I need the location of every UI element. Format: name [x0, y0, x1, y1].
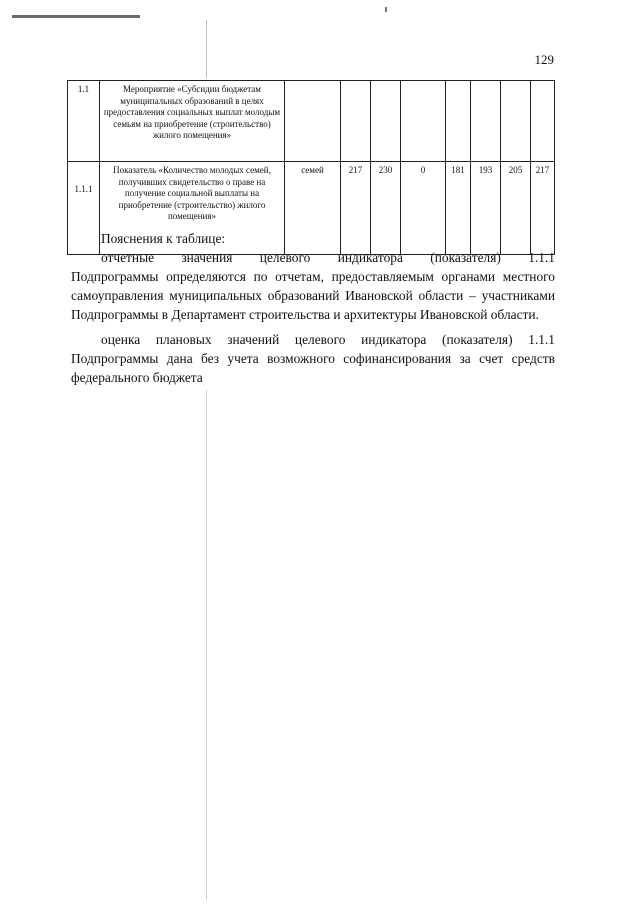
value-cell — [371, 81, 401, 162]
fold-line-top — [206, 20, 207, 78]
value-cell: 230 — [371, 162, 401, 255]
unit-cell: семей — [285, 162, 341, 255]
value-cell: 181 — [446, 162, 471, 255]
page-number: 129 — [534, 52, 554, 67]
value-cell: 205 — [501, 162, 531, 255]
table-row — [68, 81, 555, 162]
value-cell: 217 — [531, 162, 555, 255]
unit-cell — [285, 81, 341, 162]
notes-paragraph-1: Подпрограммы определяются по отчетам, предоставляемым органами местного самоуправления муниципальных образований Ивановской области – участниками Подпрограммы в Департамент строительства и архитектуры Ивановской области. — [71, 269, 555, 322]
scan-artifact — [12, 15, 140, 18]
row-description: Мероприятие «Субсидии бюджетам муниципальных образований в целях предоставления социальных выплат молодым семьям на приобретение (строительство) жилого помещения» — [100, 81, 285, 162]
value-cell: 0 — [401, 162, 446, 255]
value-cell — [446, 81, 471, 162]
value-cell — [501, 81, 531, 162]
value-cell — [531, 81, 555, 162]
notes-heading: Пояснения к таблице: — [101, 231, 226, 246]
value-cell — [471, 81, 501, 162]
value-cell — [401, 81, 446, 162]
row-description: Показатель «Количество молодых семей, получивших свидетельство о праве на получение социальной выплаты на приобретение (строительство) жилого помещения» — [100, 162, 285, 255]
value-cell: 217 — [341, 162, 371, 255]
row-number: 1.1.1 — [68, 162, 100, 255]
value-cell: 193 — [471, 162, 501, 255]
table-notes — [71, 229, 555, 387]
notes-paragraph-2: оценка плановых значений целевого индикатора (показателя) 1.1.1 Подпрограммы дана без учета возможного софинансирования за счет средств федерального бюджета — [71, 332, 555, 385]
notes-paragraph-1-first-line: отчетные значения целевого индикатора (показателя) 1.1.1 — [101, 250, 555, 265]
value-cell — [341, 81, 371, 162]
fold-line-bottom — [206, 390, 207, 900]
scan-artifact-tick — [385, 7, 387, 12]
row-number: 1.1 — [68, 81, 100, 162]
